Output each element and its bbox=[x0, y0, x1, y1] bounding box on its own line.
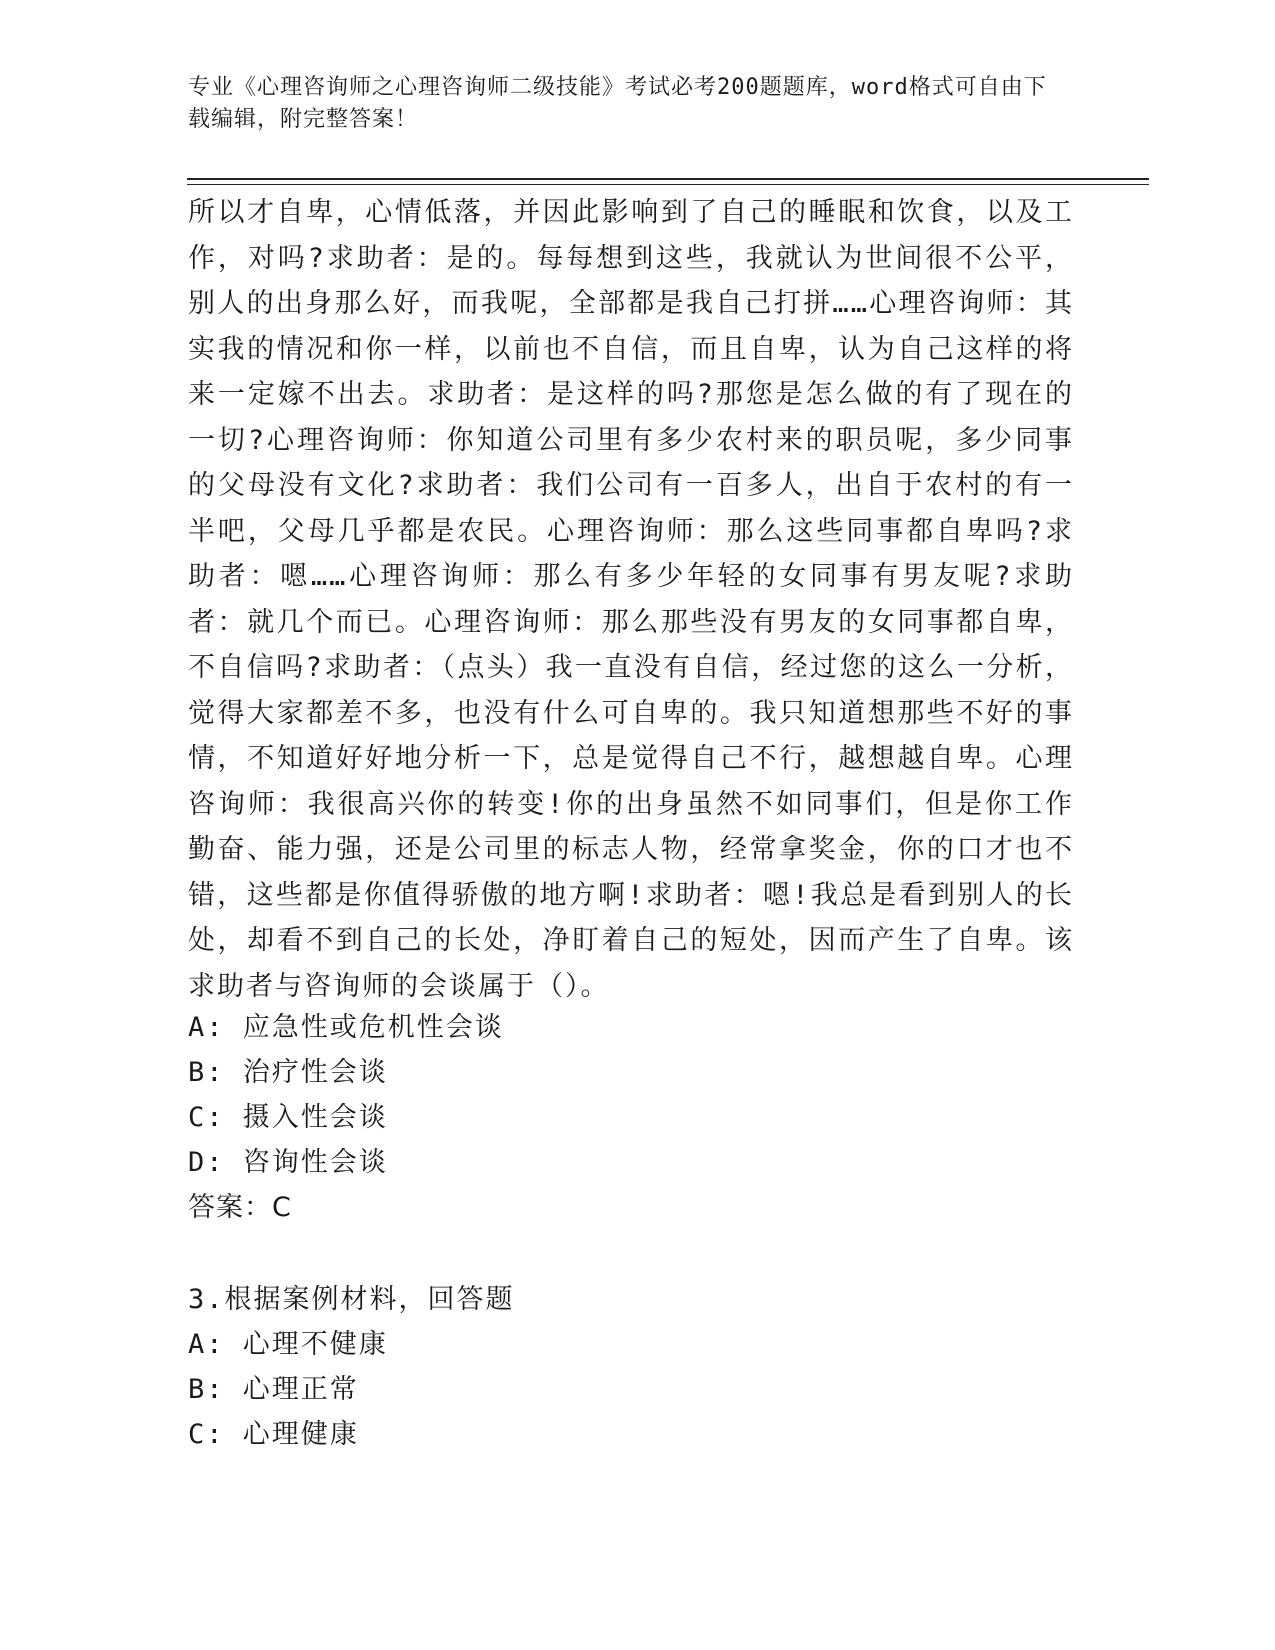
header-divider-thick bbox=[187, 178, 1149, 180]
question-3-title: 3.根据案例材料，回答题 bbox=[188, 1284, 515, 1315]
question-2-option-d: D: 咨询性会谈 bbox=[188, 1147, 388, 1178]
document-header-title: 专业《心理咨询师之心理咨询师二级技能》考试必考200题题库，word格式可自由下载编辑，附完整答案！ bbox=[188, 75, 1047, 132]
question-3-option-a: A: 心理不健康 bbox=[188, 1329, 388, 1360]
question-2-dialogue-text: 所以才自卑，心情低落，并因此影响到了自己的睡眠和饮食，以及工作，对吗?求助者：是的。每每想到这些，我就认为世间很不公平，别人的出身那么好，而我呢，全部都是我自己打拼……心理咨询师：其实我的情况和你一样，以前也不自信，而且自卑，认为自己这样的将来一定嫁不出去。求助者：是这样的吗?那您是怎么做的有了现在的一切?心理咨询师：你知道公司里有多少农村来的职员呢，多少同事的父母没有文化?求助者：我们公司有一百多人，出自于农村的有一半吧，父母几乎都是农民。心理咨询师：那么这些同事都自卑吗?求助者：嗯……心理咨询师：那么有多少年轻的女同事有男友呢?求助者：就几个而已。心理咨询师：那么那些没有男友的女同事都自卑，不自信吗?求助者：（点头）我一直没有自信，经过您的这么一分析，觉得大家都差不多，也没有什么可自卑的。我只知道想那些不好的事情，不知道好好地分析一下，总是觉得自己不行，越想越自卑。心理咨询师：我很高兴你的转变!你的出身虽然不如同事们，但是你工作勤奋、能力强，还是公司里的标志人物，经常拿奖金，你的口才也不错，这些都是你值得骄傲的地方啊!求助者：嗯!我总是看到别人的长处，却看不到自己的长处，净盯着自己的短处，因而产生了自卑。该求助者与咨询师的会谈属于（）。 bbox=[188, 197, 1074, 1002]
question-2-option-a: A: 应急性或危机性会谈 bbox=[188, 1012, 504, 1043]
question-3-option-c: C: 心理健康 bbox=[188, 1419, 359, 1450]
question-2-answer: 答案：C bbox=[188, 1192, 292, 1223]
header-divider-thin bbox=[187, 184, 1149, 185]
question-3-option-b: B: 心理正常 bbox=[188, 1374, 359, 1405]
question-2-option-c: C: 摄入性会谈 bbox=[188, 1102, 388, 1133]
question-2-option-b: B: 治疗性会谈 bbox=[188, 1057, 388, 1088]
